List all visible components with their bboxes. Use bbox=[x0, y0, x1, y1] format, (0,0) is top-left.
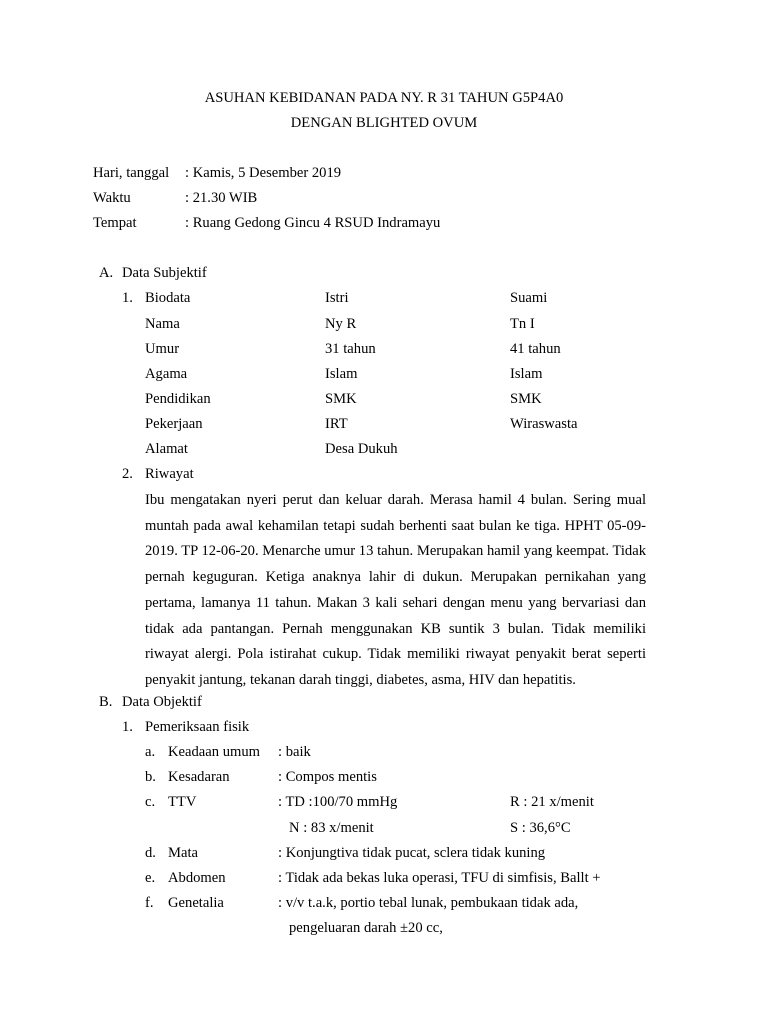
biodata-row-wife: SMK bbox=[325, 391, 357, 407]
time-label: Waktu bbox=[93, 190, 131, 206]
place-label: Tempat bbox=[93, 215, 137, 231]
document-title-line-2: DENGAN BLIGHTED OVUM bbox=[290, 115, 478, 131]
place-value: : Ruang Gedong Gincu 4 RSUD Indramayu bbox=[185, 215, 441, 231]
exam-item-value: : v/v t.a.k, portio tebal lunak, pembukaan tidak ada, bbox=[278, 895, 579, 911]
riwayat-paragraph bbox=[145, 488, 646, 694]
exam-item-value-right: R : 21 x/menit bbox=[510, 794, 594, 810]
exam-item-value: : Tidak ada bekas luka operasi, TFU di simfisis, Ballt + bbox=[278, 870, 601, 886]
document-title-line-1: ASUHAN KEBIDANAN PADA NY. R 31 TAHUN G5P4A0 bbox=[204, 90, 564, 106]
biodata-number: 1. bbox=[122, 290, 133, 306]
biodata-row-husband: Tn I bbox=[510, 316, 535, 332]
exam-item-label: Genetalia bbox=[168, 895, 224, 911]
section-a-title: Data Subjektif bbox=[122, 265, 207, 281]
exam-item-value: : baik bbox=[278, 744, 311, 760]
time-value: : 21.30 WIB bbox=[185, 190, 258, 206]
exam-item-label: Kesadaran bbox=[168, 769, 230, 785]
exam-item-label: Mata bbox=[168, 845, 198, 861]
biodata-row-wife: 31 tahun bbox=[325, 341, 376, 357]
exam-item-letter: f. bbox=[145, 895, 154, 911]
exam-number: 1. bbox=[122, 719, 133, 735]
biodata-row-label: Agama bbox=[145, 366, 188, 382]
exam-item-label: Abdomen bbox=[168, 870, 226, 886]
exam-item-value: : TD :100/70 mmHg bbox=[278, 794, 398, 810]
biodata-row-husband: Islam bbox=[510, 366, 543, 382]
exam-item-letter: b. bbox=[145, 769, 156, 785]
biodata-row-husband: Wiraswasta bbox=[510, 416, 578, 432]
exam-item-value: : Compos mentis bbox=[278, 769, 377, 785]
exam-item-letter: d. bbox=[145, 845, 156, 861]
biodata-row-label: Alamat bbox=[145, 441, 188, 457]
exam-item-value-line-2: pengeluaran darah ±20 cc, bbox=[289, 920, 443, 936]
exam-item-letter: c. bbox=[145, 794, 156, 810]
biodata-row-wife: Islam bbox=[325, 366, 358, 382]
section-b-letter: B. bbox=[99, 694, 113, 710]
riwayat-title: Riwayat bbox=[145, 466, 194, 482]
biodata-row-label: Pendidikan bbox=[145, 391, 211, 407]
exam-title: Pemeriksaan fisik bbox=[145, 719, 250, 735]
biodata-row-label: Pekerjaan bbox=[145, 416, 203, 432]
biodata-row-label: Umur bbox=[145, 341, 180, 357]
biodata-row-husband: SMK bbox=[510, 391, 542, 407]
biodata-title: Biodata bbox=[145, 290, 191, 306]
exam-item-value-right-line-2: S : 36,6°C bbox=[510, 820, 571, 836]
exam-item-letter: a. bbox=[145, 744, 156, 760]
exam-item-letter: e. bbox=[145, 870, 156, 886]
exam-item-label: Keadaan umum bbox=[168, 744, 260, 760]
biodata-row-wife: Desa Dukuh bbox=[325, 441, 398, 457]
section-a-letter: A. bbox=[99, 265, 114, 281]
biodata-row-label: Nama bbox=[145, 316, 180, 332]
exam-item-value: : Konjungtiva tidak pucat, sclera tidak kuning bbox=[278, 845, 546, 861]
biodata-row-wife: Ny R bbox=[325, 316, 357, 332]
biodata-row-husband: 41 tahun bbox=[510, 341, 561, 357]
day-label: Hari, tanggal bbox=[93, 165, 170, 181]
exam-item-value-line-2: N : 83 x/menit bbox=[289, 820, 374, 836]
section-b-title: Data Objektif bbox=[122, 694, 202, 710]
biodata-row-wife: IRT bbox=[325, 416, 348, 432]
biodata-col-wife: Istri bbox=[325, 290, 349, 306]
exam-item-label: TTV bbox=[168, 794, 197, 810]
riwayat-number: 2. bbox=[122, 466, 133, 482]
riwayat-text: Ibu mengatakan nyeri perut dan keluar darah. Merasa hamil 4 bulan. Sering mual muntah pada awal kehamilan tetapi sudah berhenti saat bulan ke tiga. HPHT 05-09-2019. TP 12-06-20. Menarche umur 13 tahun. Merupakan hamil yang keempat. Tidak pernah keguguran. Ketiga anaknya lahir di dukun. Merupakan pernikahan yang pertama, lamanya 11 tahun. Makan 3 kali sehari dengan menu yang bervariasi dan tidak ada pantangan. Pernah menggunakan KB suntik 3 bulan. Tidak memiliki riwayat alergi. Pola istirahat cukup. Tidak memiliki riwayat penyakit berat seperti penyakit jantung, tekanan darah tinggi, diabetes, asma, HIV dan hepatitis. bbox=[145, 492, 646, 688]
day-value: : Kamis, 5 Desember 2019 bbox=[185, 165, 342, 181]
biodata-col-husband: Suami bbox=[510, 290, 548, 306]
